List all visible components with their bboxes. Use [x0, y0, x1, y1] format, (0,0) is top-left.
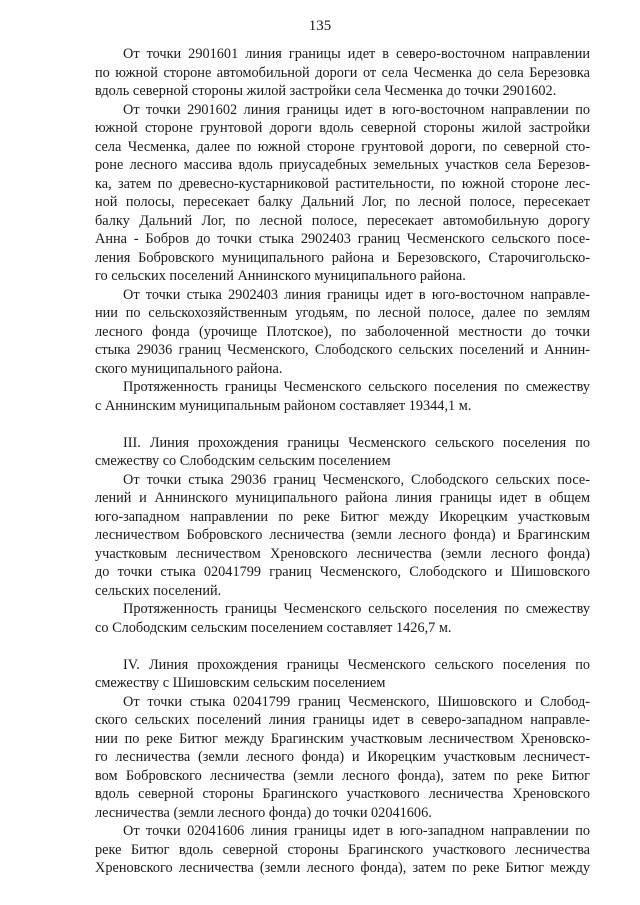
text-line: с Аннинским муниципальным районом составляет 19344,1 м.	[95, 397, 472, 414]
text-line: От точки стыка 02041799 границ Чесменского, Шишовского и Слобод-	[123, 693, 590, 710]
text-line: ной полосы, пересекает балку Дальний Лог, по лесной полосе, пересекает	[95, 194, 590, 210]
text-line: нии по реке Битюг между Брагинским участковым лесничеством Хреновско-	[95, 730, 590, 747]
text-line: От точки стыка 2902403 линия границы идет в юго-восточном направле-	[123, 286, 590, 303]
text-line: сельских поселений.	[95, 582, 222, 599]
text-line: лесничества (земли лесного фонда) до точки 02041606.	[95, 804, 432, 821]
paragraph	[95, 378, 590, 415]
text-line: Хреновского лесничества (земли лесного фонда), затем по реке Битюг между	[95, 860, 590, 876]
text-line: балку Дальний Лог, по лесной полосе, пересекает автомобильную дорогу	[95, 212, 590, 229]
text-line: по южной стороне автомобильной дороги от села Чесменка до села Березовка	[95, 64, 590, 81]
text-line: реке Битюг вдоль северной стороны Брагинского участкового лесничества	[95, 841, 590, 858]
text-line: лесного фонда (урочище Плотское), по заболоченной местности до точки	[95, 323, 590, 340]
text-line: стыка 29036 границ Чесменского, Слободского сельских поселений и Аннин-	[95, 342, 590, 358]
paragraph	[95, 286, 590, 379]
section-gap	[95, 637, 590, 656]
text-line: го сельских поселений Аннинского муниципального района.	[95, 268, 466, 284]
text-line: села Чесменка, далее по южной стороне грунтовой дороги, по северной сто-	[95, 138, 590, 155]
text-line: IV. Линия прохождения границы Чесменского сельского поселения по	[123, 656, 590, 673]
text-line: ления Бобровского муниципального района и Березовского, Старочигольско-	[95, 249, 590, 266]
text-line: роне лесного массива вдоль приусадебных земельных участков села Березов-	[95, 157, 590, 173]
text-line: со Слободским сельским поселением составляет 1426,7 м.	[95, 619, 452, 636]
text-line: ка, затем по древесно-кустарниковой растительности, по южной стороне лес-	[95, 175, 590, 192]
text-line: юго-западном направлении по реке Битюг между Икорецким участковым	[95, 508, 590, 525]
section-gap	[95, 415, 590, 434]
page-number: 135	[308, 18, 332, 34]
text-line: ского муниципального района.	[95, 360, 283, 377]
paragraph	[95, 471, 590, 601]
document-body	[95, 45, 590, 878]
text-line: нии по сельскохозяйственным угодьям, по лесной полосе, далее по землям	[95, 305, 590, 321]
paragraph	[95, 45, 590, 101]
text-line: смежеству со Слободским сельским поселением	[95, 453, 391, 469]
text-line: От точки 2901602 линия границы идет в юго-восточном направлении по	[123, 101, 590, 118]
text-line: От точки 02041606 линия границы идет в юго-западном направлении по	[123, 823, 590, 839]
text-line: лений и Аннинского муниципального района линия границы идет в общем	[95, 490, 590, 506]
paragraph	[95, 693, 590, 823]
text-line: вдоль северной стороны жилой застройки села Чесменка до точки 2901602.	[95, 83, 557, 99]
text-line: участковым лесничеством Хреновского лесничества (земли лесного фонда)	[95, 545, 590, 562]
text-line: От точки 2901601 линия границы идет в северо-восточном направлении	[123, 46, 590, 62]
paragraph	[95, 101, 590, 286]
text-line: смежеству с Шишовским сельским поселением	[95, 675, 386, 691]
text-line: го лесничества (земли лесного фонда) и Икорецким участковым лесничест-	[95, 749, 590, 765]
paragraph	[95, 656, 590, 693]
text-line: ского сельских поселений линия границы идет в северо-западном направле-	[95, 712, 590, 728]
text-line: III. Линия прохождения границы Чесменского сельского поселения по	[123, 434, 590, 451]
text-line: южной стороне грунтовой дороги вдоль северной стороны жилой застройки	[95, 120, 590, 136]
text-line: вдоль северной стороны Брагинского участкового лесничества Хреновского	[95, 786, 590, 802]
text-line: Анна - Бобров до точки стыка 2902403 границ Чесменского сельского посе-	[95, 231, 590, 247]
text-line: вом Бобровского лесничества (земли лесного фонда), затем по реке Битюг	[95, 767, 590, 784]
paragraph	[95, 434, 590, 471]
paragraph	[95, 600, 590, 637]
text-line: лесничеством Бобровского лесничества (земли лесного фонда) и Брагинским	[95, 527, 590, 543]
text-line: От точки стыка 29036 границ Чесменского, Слободского сельских посе-	[123, 471, 590, 488]
text-line: до точки стыка 02041799 границ Чесменского, Слободского и Шишовского	[95, 564, 590, 580]
text-line: Протяженность границы Чесменского сельского поселения по смежеству	[123, 601, 590, 617]
text-line: Протяженность границы Чесменского сельского поселения по смежеству	[123, 379, 590, 395]
paragraph	[95, 822, 590, 878]
